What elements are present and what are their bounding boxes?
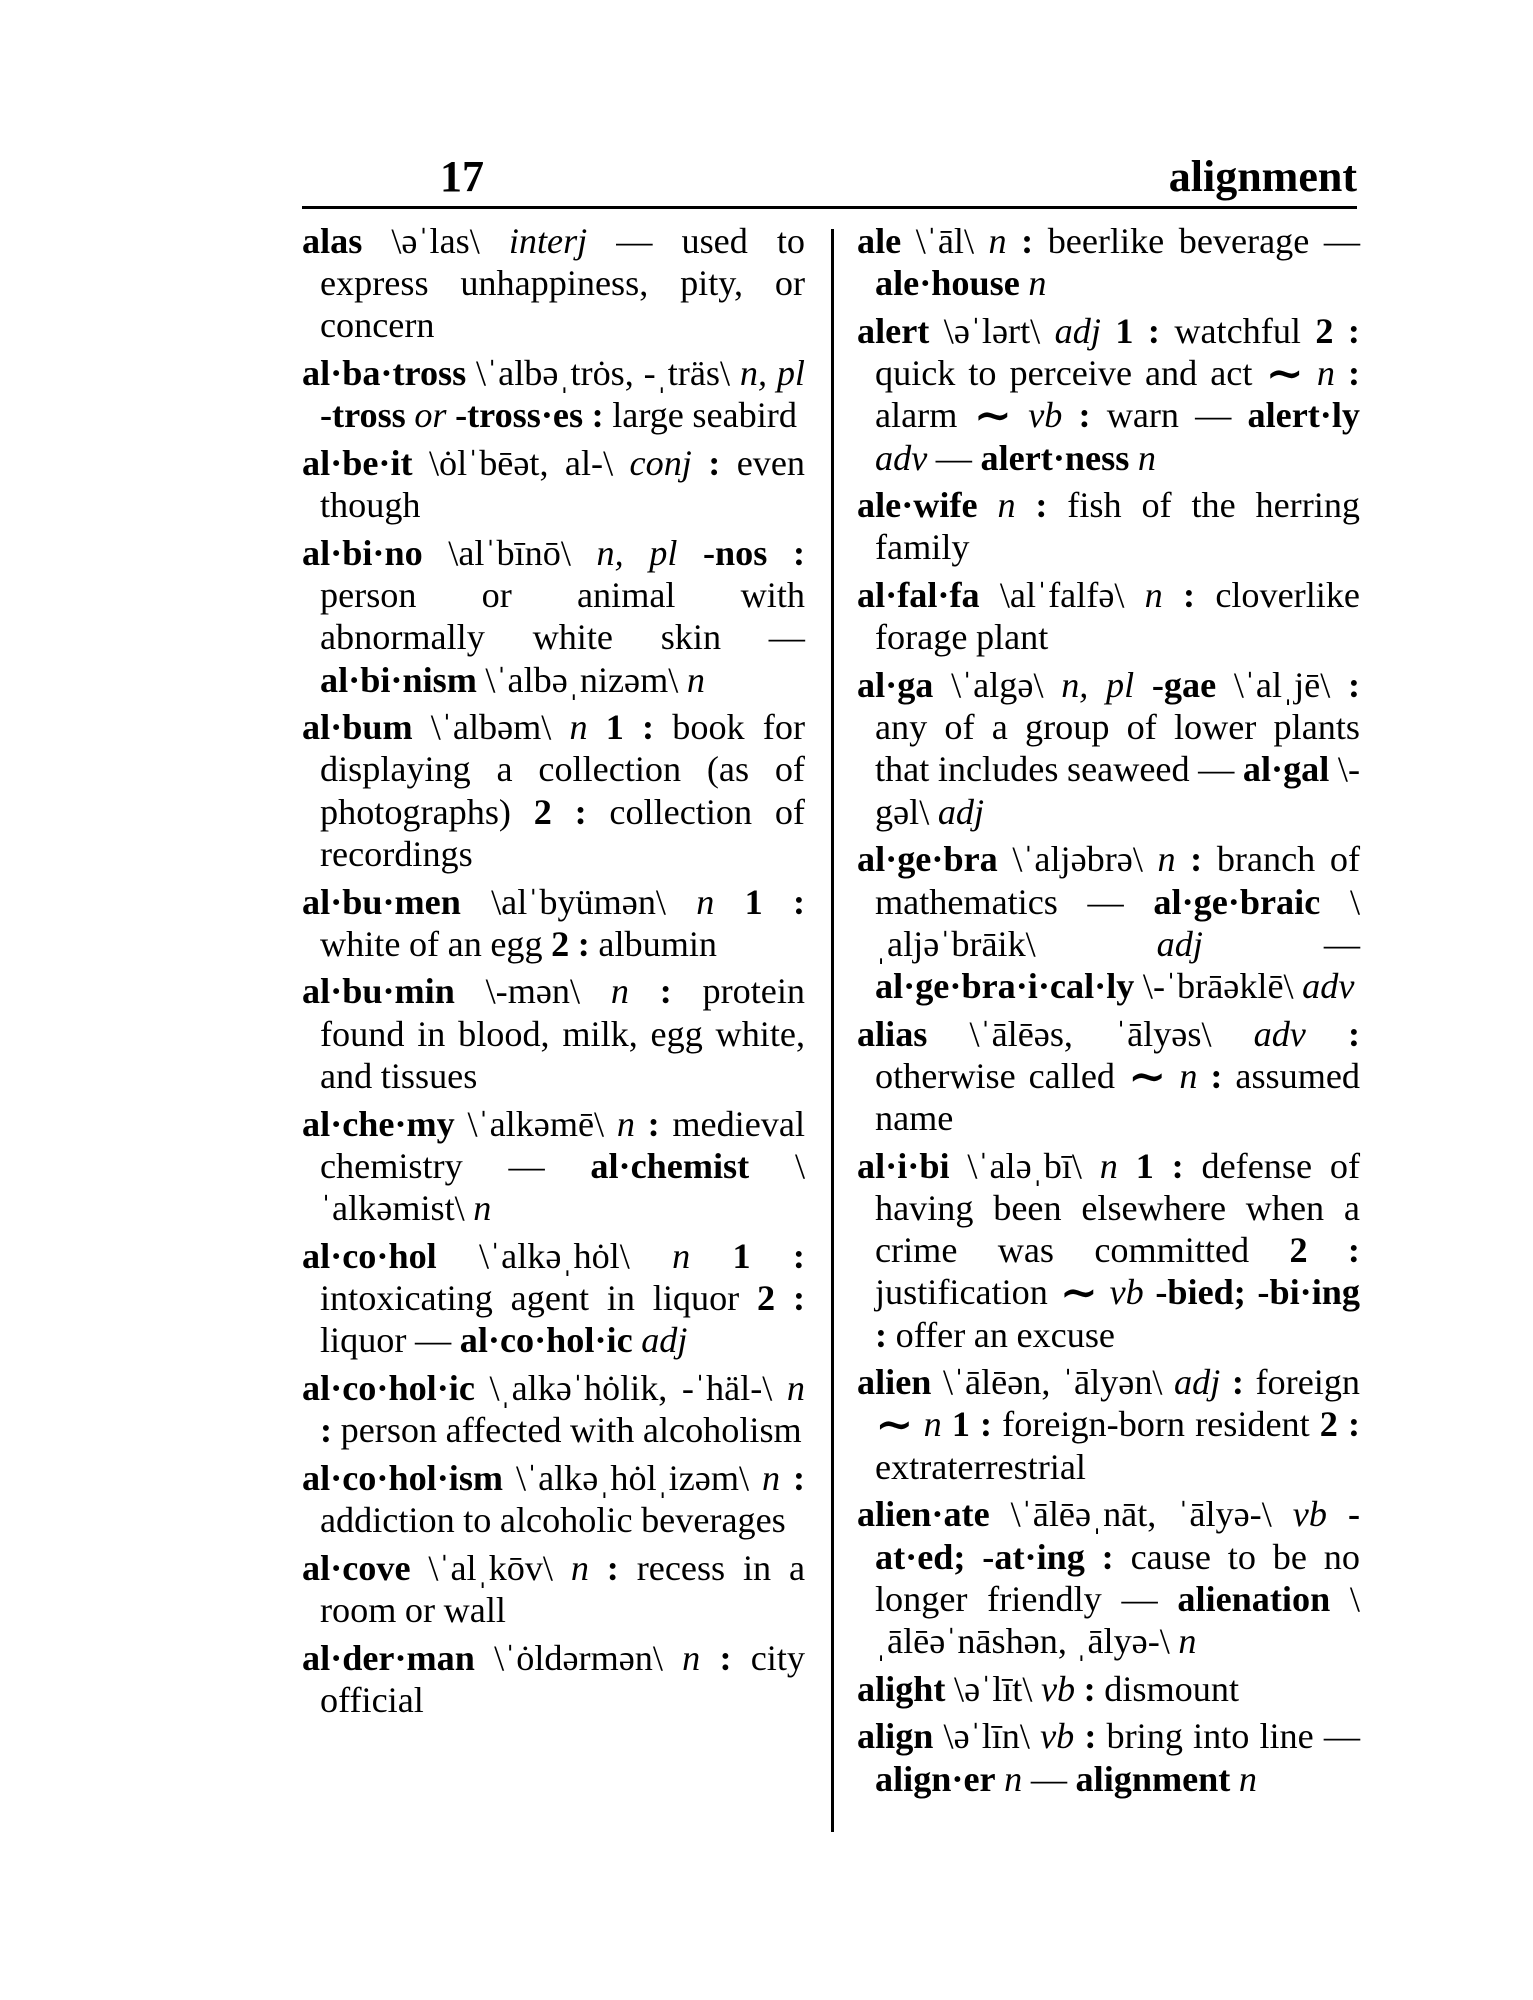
swung-dash-icon: ∼ [1127,1050,1167,1102]
bold-text: -tross [320,395,406,436]
italic-label: n, pl [1061,665,1135,706]
guide-word: alignment [1168,152,1357,201]
entry-text: \ˌālēəˈnāshən, ˌālyə-\ [875,1578,1360,1661]
bold-text: : [719,1637,732,1678]
bold-text: al·chemist [590,1145,750,1186]
entry-text [588,707,606,747]
headword: al·be·it [302,443,413,484]
dictionary-entry [857,1493,1360,1662]
dictionary-entry [302,220,805,347]
entry-text: \ˈalbəm\ [412,707,570,748]
entry-text: quick to perceive and act [875,353,1266,394]
italic-label: n [1178,1621,1197,1661]
italic-label: n [1144,575,1163,616]
entry-text [1007,221,1022,261]
bold-text: al·gal [1242,749,1330,790]
swung-dash-icon: ∼ [875,1399,914,1451]
dictionary-entry [302,352,805,436]
entry-text: any of a group of lower plants that includes seaweed — [875,707,1360,790]
italic-label: n [682,1637,701,1678]
entry-text [767,533,793,573]
bold-text: alienation [1177,1578,1331,1619]
bold-text: 1 : [605,707,655,748]
headword: al·cove [302,1547,411,1588]
dictionary-entry [857,1361,1360,1488]
entry-text [1118,1146,1136,1186]
bold-text: ale·house [875,263,1020,304]
italic-label: vb [1292,1494,1327,1535]
bold-text: 2 : [1319,1404,1360,1445]
bold-text: 2 [757,1277,776,1318]
dictionary-entry [857,838,1360,1007]
entry-text [589,1548,607,1588]
entry-text: person or animal with abnormally white skin — [320,575,805,658]
italic-label: n [570,1547,589,1588]
bold-text: : [792,881,806,922]
bold-text: : [1083,1668,1096,1709]
italic-label: n, pl [596,532,678,573]
entry-text: \alˈbyümən\ [460,881,697,922]
entry-text [629,971,660,1011]
italic-label: n [696,881,715,922]
entry-text: — used to express unhappiness, pity, or concern [320,221,806,346]
bold-text: : [1183,575,1196,616]
italic-label: adj [641,1320,688,1361]
entry-text [690,1236,732,1276]
entry-text: \-gəl\ [875,749,1360,832]
italic-label: adj [1054,310,1101,351]
dictionary-entry [857,310,1360,479]
dictionary-entry [857,574,1360,658]
bold-text: -at·ed; -at·ing : [875,1494,1361,1577]
entry-text [1230,1759,1239,1799]
entry-text [775,1278,793,1318]
dictionary-entry [302,881,805,965]
entry-text [1220,1362,1232,1402]
headword: ale [857,221,902,261]
bold-text: 2 : [551,923,590,964]
italic-label: n [1238,1758,1257,1799]
italic-label: n [1099,1145,1118,1186]
entry-text [1144,1272,1156,1312]
entry-text [447,395,456,435]
italic-label: adj [1156,923,1203,964]
entry-text: \əˈlərt\ [929,310,1055,351]
entry-text [1166,1056,1179,1096]
italic-label: n [616,1103,635,1144]
bold-text: 1 : [732,1235,805,1276]
italic-label: n [1137,437,1156,478]
headword: al·fal·fa [857,575,980,616]
entry-text: \əˈlas\ [362,221,509,261]
dictionary-entry [857,1668,1360,1710]
italic-label: n [1028,263,1047,304]
entry-text [1016,485,1036,525]
dictionary-entry [302,442,805,526]
bold-text: : [792,532,805,573]
dictionary-entry [302,1547,805,1631]
dictionary-entry [302,532,805,701]
bold-text: : [792,1277,805,1318]
headword: al·ga [857,665,934,706]
entry-text [1176,839,1191,879]
entry-text: protein found in blood, milk, egg white, and tissues [320,971,805,1096]
italic-label: n [672,1235,691,1276]
bold-text: 1 : [1115,310,1160,351]
headword: alas [302,221,363,261]
italic-label: adj [937,791,985,832]
bold-text: -bied; -bi·ing : [875,1272,1360,1355]
entry-text: \ˈalbəˌtrȯs, -ˌträs\ [466,353,740,394]
entry-text: white of an egg [320,923,552,964]
entry-text: foreign [1243,1362,1361,1403]
entry-text: \ˈalkəmist\ [320,1145,806,1228]
entry-text: watchful [1159,310,1316,351]
italic-label: adv [875,437,928,478]
entry-text [914,1404,924,1444]
entry-text: cause to be no longer friendly — [875,1536,1360,1619]
entry-text: branch of mathematics — [875,839,1360,922]
headword: alert [857,310,930,351]
bold-text: 2 : [533,791,587,832]
headword: al·co·hol·ism [302,1457,504,1498]
entry-text [1335,353,1348,393]
swung-dash-icon: ∼ [973,390,1013,442]
bold-text: : [1084,1716,1097,1757]
entry-text [1163,575,1183,615]
italic-label: vb [1028,395,1063,436]
entry-text: \-mən\ [454,971,611,1012]
dictionary-entry [857,1715,1360,1799]
entry-text: \ˈalˌjē\ [1216,665,1348,706]
entry-text: otherwise called [875,1055,1128,1096]
dictionary-entry [857,664,1360,833]
italic-label: vb [1109,1272,1144,1313]
bold-text: -gae [1151,665,1217,706]
dictionary-entry [302,970,805,1097]
italic-label: n [1316,353,1335,394]
headword: al·co·hol·ic [302,1367,475,1408]
entry-text: addiction to alcoholic beverages [320,1499,786,1540]
bold-text: : [1078,395,1091,436]
entry-text: assumed name [875,1055,1361,1139]
entry-text [1012,395,1028,435]
entry-text: bring into line — [1096,1716,1361,1757]
bold-text: : [647,1103,660,1144]
swung-dash-icon: ∼ [1265,348,1304,400]
bold-text: 2 : [1315,310,1360,351]
entry-text: recess in a room or wall [320,1547,806,1630]
entry-text: \ȯlˈbēət, al-\ [412,443,630,484]
entry-text: \ˈalgə\ [933,665,1062,706]
bold-text: : [1347,665,1360,706]
headword: al·bi·no [302,532,423,573]
bold-text: al·ge·braic [1153,881,1321,922]
bold-text: : [1231,1362,1244,1403]
entry-text: \ˌalkəˈhȯlik, -ˈhäl-\ [474,1367,787,1408]
bold-text: : [320,1409,333,1450]
headword: al·der·man [302,1637,475,1678]
dictionary-entry [857,1013,1360,1140]
entry-text: \ˈālēəs, ˈālyəs\ [927,1013,1254,1054]
entry-text: intoxicating agent in liquor [320,1277,758,1318]
italic-label: vb [1040,1668,1076,1709]
bold-text: : [659,971,672,1012]
italic-label: n [761,1457,781,1498]
italic-label: n [1157,839,1176,880]
entry-text: offer an excuse [887,1314,1115,1355]
italic-label: adv [1302,965,1355,1006]
bold-text: : [1021,221,1034,261]
entry-text [700,1638,719,1678]
italic-label: n [686,659,705,700]
bold-text: align·er [875,1758,996,1799]
entry-text [1101,311,1115,351]
entry-text: medieval chemistry — [320,1103,805,1186]
entry-text [1134,665,1152,705]
page-number: 17 [440,152,484,201]
bold-text: -tross·es : [455,395,604,436]
entry-text: extraterrestrial [875,1446,1086,1487]
italic-label: vb [1040,1716,1075,1757]
dictionary-entry [857,1145,1360,1356]
bold-text: 1 [744,881,763,922]
bold-text: : [792,1457,805,1498]
italic-label: n [786,1367,805,1408]
headword: align [857,1716,934,1757]
dictionary-entry [857,484,1360,568]
entry-text: \ˈāl\ [901,221,989,261]
entry-text [1304,353,1317,393]
entry-text [780,1458,793,1498]
entry-text: beerlike beverage — [1033,221,1361,261]
entry-text: \alˈbīnō\ [422,532,597,573]
entry-text: foreign-born resident [992,1404,1320,1445]
entry-text [1098,1272,1110,1312]
italic-label: n [1179,1055,1198,1096]
italic-label: n [988,221,1007,261]
dictionary-entry [302,1103,805,1230]
entry-text [1074,1716,1084,1756]
italic-label: n [473,1187,492,1228]
dictionary-entry [302,1367,805,1451]
italic-label: n, pl [739,353,805,394]
headword: al·ba·tross [302,353,467,394]
entry-text: \ˈālēən, ˈālyən\ [931,1362,1175,1403]
headword: al·che·my [302,1103,455,1144]
entry-text: \ˈȯldərmən\ [474,1637,683,1678]
dictionary-entry [302,706,805,875]
headword: alien·ate [857,1494,990,1535]
entry-text [763,882,793,922]
bold-text: : [1210,1055,1223,1096]
left-column [302,220,805,1726]
bold-text: -nos [702,532,768,573]
entry-text [633,1320,642,1360]
bold-text: 2 : [1289,1230,1360,1271]
entry-text [1327,1494,1348,1534]
headword: al·ge·bra [857,839,998,880]
entry-text: albumin [589,923,717,964]
italic-label: n [569,707,588,748]
bold-text: alignment [1075,1758,1231,1799]
bold-text: : [708,443,721,484]
entry-text: \ˈalˌkōv\ [410,1547,571,1588]
entry-text: collection of recordings [320,791,805,874]
entry-text [635,1104,648,1144]
bold-text: : [606,1547,619,1588]
entry-text [692,443,708,483]
entry-text: \-ˈbrāəklē\ [1134,965,1303,1006]
entry-text: city official [320,1637,806,1720]
bold-text: al·co·hol·ic [459,1320,633,1361]
headword: al·bum [302,707,413,748]
entry-text: — [1022,1758,1076,1799]
entry-text [677,533,703,573]
entry-text: book for displaying a collection (as of photographs) [320,707,806,832]
headword: al·co·hol [302,1235,437,1276]
entry-text: \ˈālēəˌnāt, ˈālyə-\ [989,1494,1293,1535]
dictionary-entry [302,1457,805,1541]
headword: alight [857,1668,946,1709]
headword: al·bu·min [302,971,455,1012]
entry-text: \alˈfalfə\ [979,575,1145,616]
bold-text: alert·ly [1247,395,1361,436]
bold-text: 1 : [1135,1145,1184,1186]
entry-text: even though [320,443,806,526]
entry-text: \ˈalkəˌhȯl\ [436,1235,673,1276]
headword: alias [857,1013,928,1054]
italic-label: n [610,971,629,1012]
entry-text: person affected with alcoholism [332,1409,802,1450]
entry-text: large seabird [603,395,797,436]
entry-text [996,1759,1005,1799]
entry-text: dismount [1095,1668,1239,1709]
bold-text: alert·ness [980,437,1130,478]
italic-label: n [1004,1758,1023,1799]
column-divider [831,229,834,1832]
italic-label: adv [1253,1013,1306,1054]
entry-text: alarm [875,395,974,436]
entry-text: \ˌaljəˈbrāik\ [875,881,1360,964]
entry-text: warn — [1090,395,1248,436]
page-header [302,150,1357,204]
entry-text [1075,1669,1084,1709]
headword: alien [857,1362,932,1403]
dictionary-entry [302,1637,805,1721]
bold-text: : [1347,353,1360,394]
entry-text: justification [875,1272,1060,1313]
bold-text: : [1035,485,1048,526]
italic-label: conj [629,443,692,484]
entry-text: \ˈalkəmē\ [454,1103,617,1144]
right-column [857,220,1360,1805]
bold-text: : [1190,839,1203,880]
entry-text [1197,1056,1210,1096]
entry-text: \ˈaləˌbī\ [949,1145,1100,1186]
header-rule [302,206,1357,209]
bold-text: 1 : [951,1404,993,1445]
entry-text [1129,438,1138,478]
entry-text: \ˈaljəbrə\ [997,839,1158,880]
swung-dash-icon: ∼ [1059,1267,1099,1319]
headword: al·i·bi [857,1145,950,1186]
entry-text [1306,1014,1348,1054]
italic-label: interj [508,221,588,261]
entry-text: \ˈalkəˌhȯlˌizəm\ [503,1457,762,1498]
headword: al·bu·men [302,881,461,922]
entry-text: cloverlike forage plant [875,575,1360,658]
entry-text [942,1404,952,1444]
entry-text: fish of the herring family [875,485,1361,568]
dictionary-entry [857,220,1360,304]
entry-text [1062,395,1078,435]
entry-text: — [1202,923,1360,964]
entry-text [978,485,998,525]
italic-label: n [997,485,1016,526]
bold-text: : [1347,1013,1360,1054]
entry-text: defense of having been elsewhere when a crime was committed [875,1145,1360,1271]
bold-text: al·ge·bra·i·cal·ly [875,965,1135,1006]
italic-label: n [923,1404,942,1445]
entry-text [714,882,744,922]
entry-text: \ˈalbəˌnizəm\ [476,659,687,700]
italic-label: or [414,395,447,436]
entry-text: liquor — [320,1320,460,1361]
headword: ale·wife [857,485,978,526]
italic-label: adj [1174,1362,1221,1403]
dictionary-entry [302,1235,805,1362]
entry-text: \əˈlīn\ [933,1716,1041,1757]
entry-text: — [927,437,981,478]
bold-text: al·bi·nism [320,659,477,700]
entry-text: \əˈlīt\ [945,1668,1041,1709]
